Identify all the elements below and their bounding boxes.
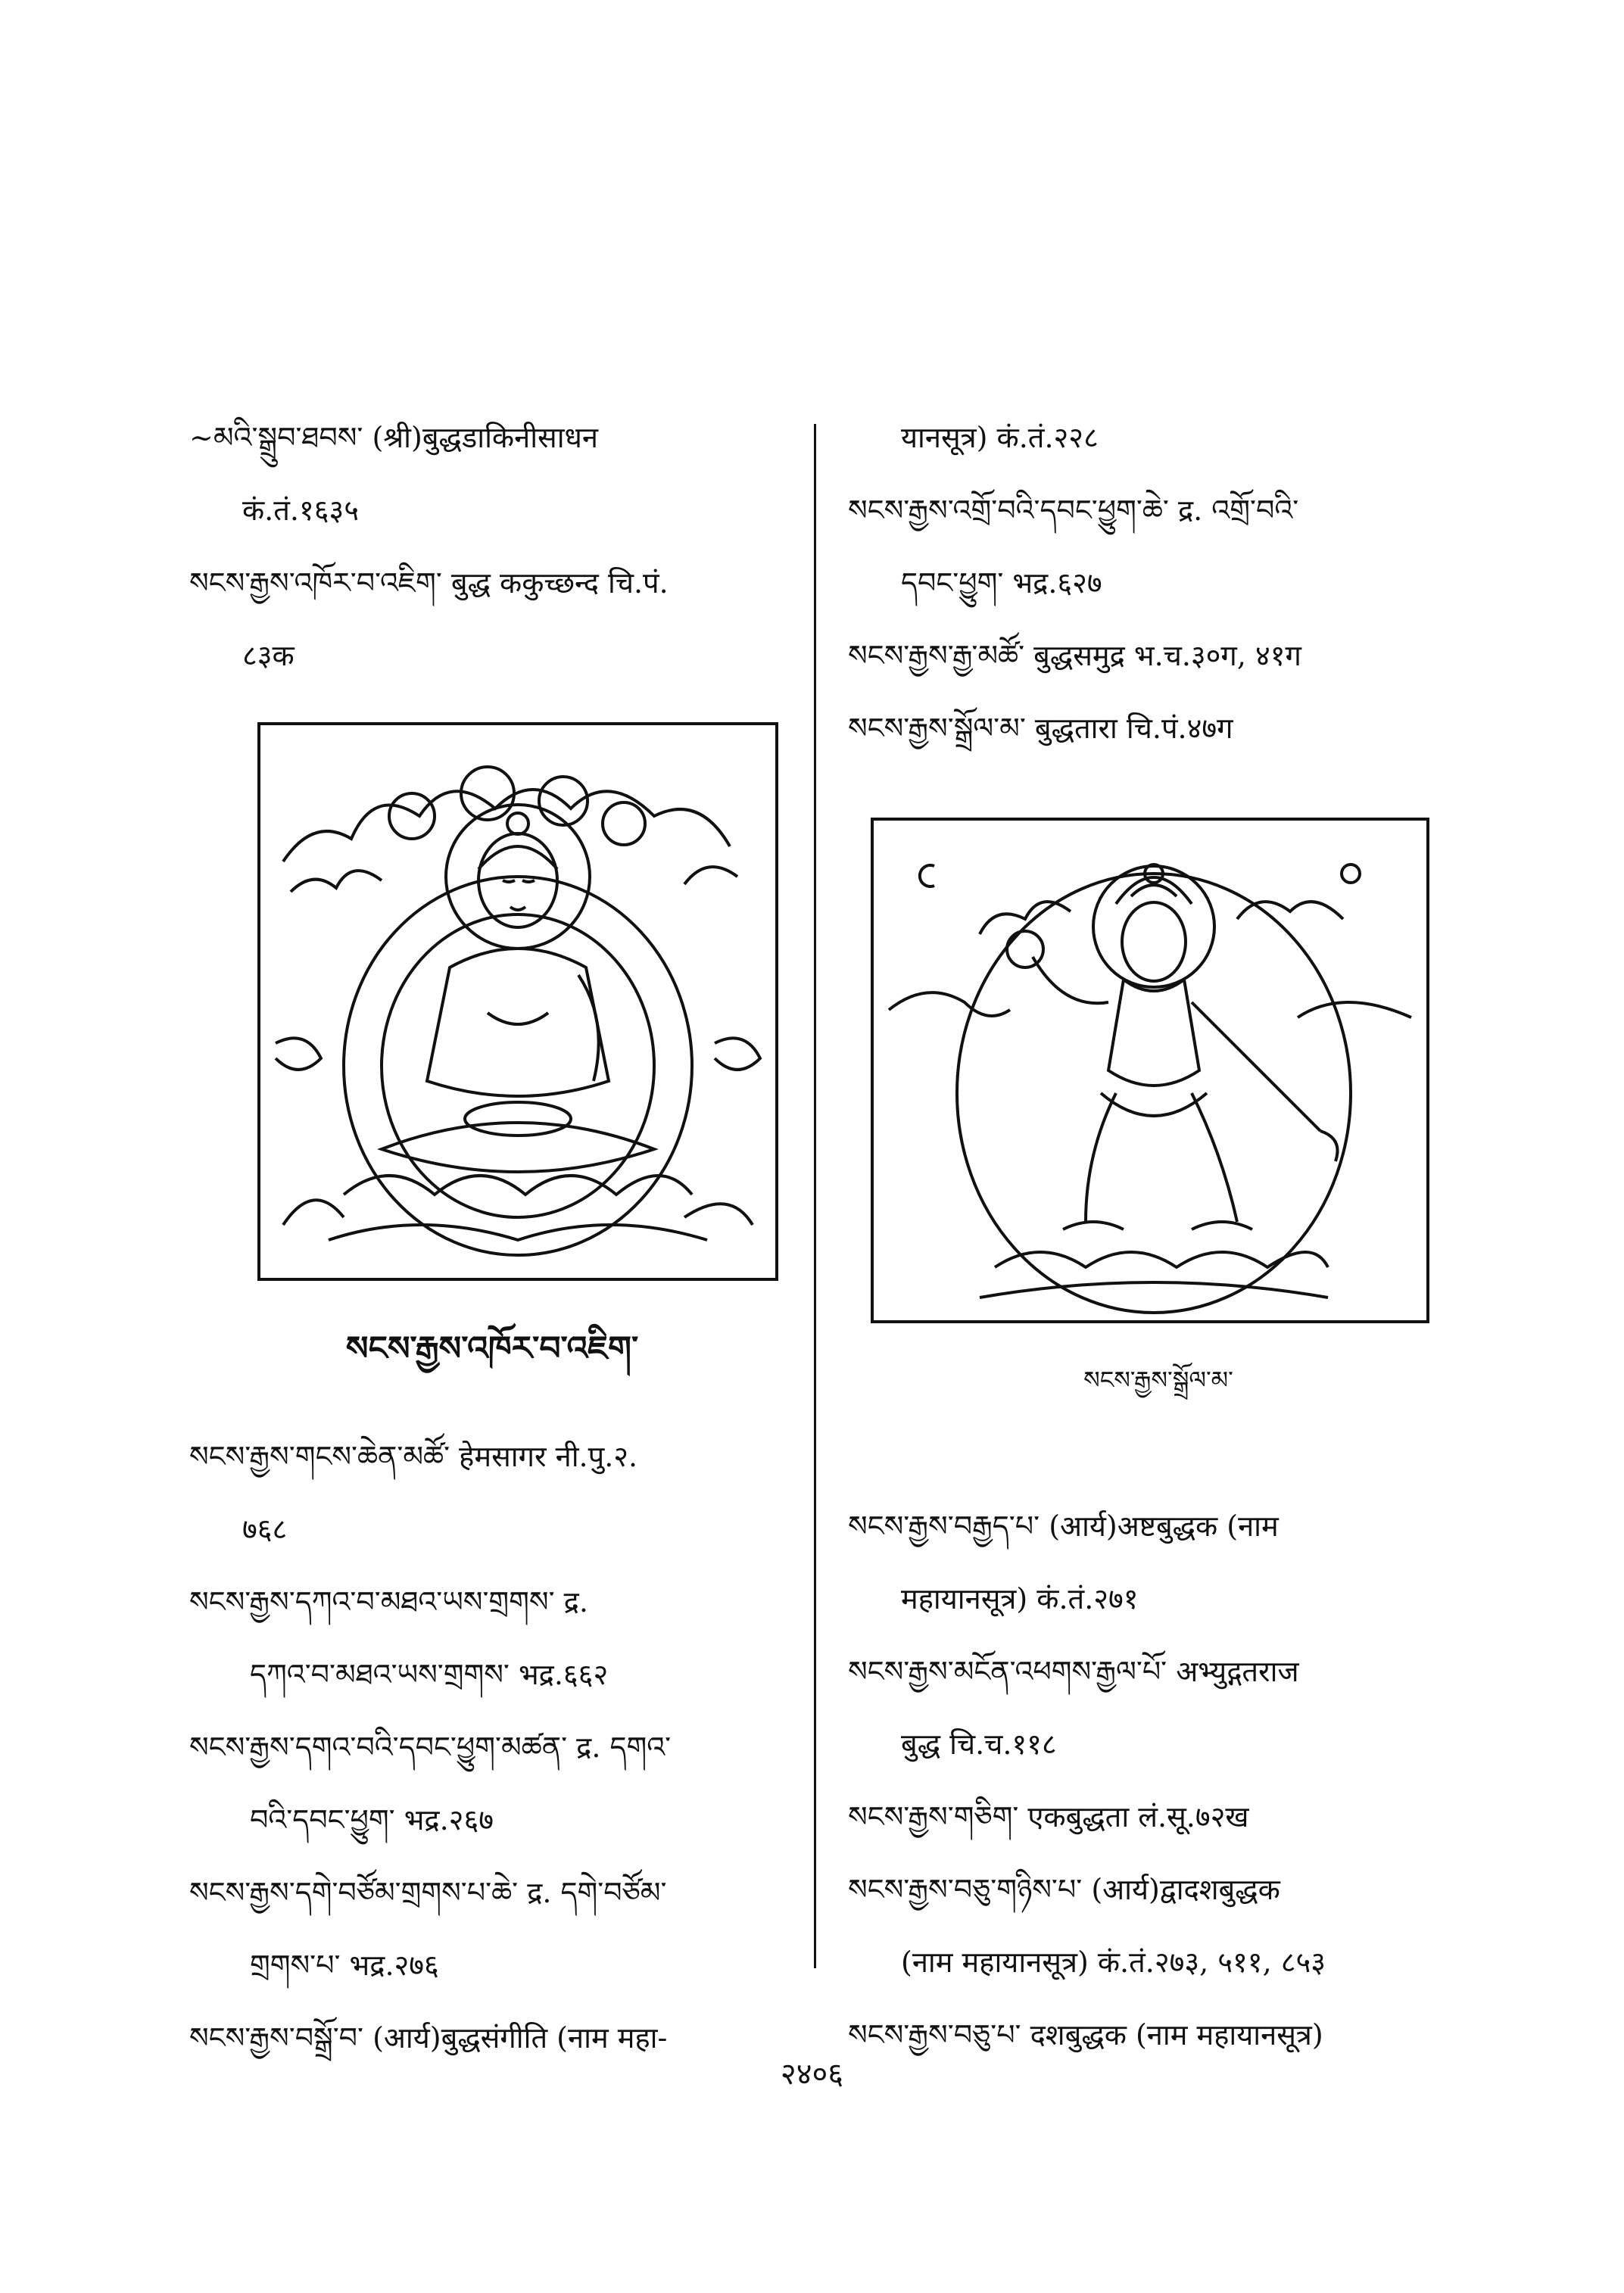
entry-line: སངས་རྒྱས་རྒྱ་མཚོ་ बुद्धसमुद्र भ.च.३०ग, ४१ग — [848, 639, 1301, 672]
entry-line: སངས་རྒྱས་བཅུ་གཉིས་པ་ (आर्य)द्वादशबुद्धक — [848, 1873, 1280, 1906]
entry-line: कं.तं.१६३५ — [242, 494, 360, 527]
entry-line: སངས་རྒྱས་འཁོར་བ་འཇིག་ बुद्ध ककुच्छन्द चि.पं. — [189, 566, 669, 600]
seated-buddha-illustration — [257, 722, 778, 1281]
entry-line: (नाम महायानसूत्र) कं.तं.२७३, ५११, ८५३ — [901, 1946, 1326, 1979]
entry-line: སངས་རྒྱས་སྒྲོལ་མ་ बुद्धतारा चि.पं.४७ग — [848, 712, 1233, 745]
entry-line: महायानसूत्र) कं.तं.२७१ — [901, 1582, 1139, 1615]
standing-tara-icon — [874, 821, 1426, 1320]
left-column — [189, 401, 795, 2074]
entry-line: སངས་རྒྱས་གཅིག་ एकबुद्धता लं.सू.७२ख — [848, 1800, 1249, 1833]
entry-line: སངས་རྒྱས་བཅུ་པ་ दशबुद्धक (नाम महायानसूत्र) — [848, 2018, 1323, 2052]
entry-line: སངས་རྒྱས་དགའ་བའི་དབང་ཕྱུག་མཚན་ द्र. དགའ་ — [189, 1731, 672, 1764]
illustration-caption: སངས་རྒྱས་འཁོར་བ་འཇིག་ — [345, 1329, 639, 1368]
entry-line: སངས་རྒྱས་འགྲོ་བའི་དབང་ཕྱུག་ཆེ་ द्र. འགྲོ་བའི་ — [848, 494, 1299, 527]
entry-line: बुद्ध चि.च.११८ — [901, 1728, 1057, 1761]
entry-line: སངས་རྒྱས་གངས་ཆེན་མཚོ་ हेमसागर नी.पु.२. — [189, 1440, 638, 1473]
entry-line: གྲགས་པ་ भद्र.२७६ — [250, 1949, 439, 1982]
entry-line: སངས་རྒྱས་བསྒྲོ་བ་ (आर्य)बुद्धसंगीति (नाम महा- — [189, 2021, 668, 2055]
entry-line: ७६८ — [242, 1513, 288, 1546]
entry-line: སངས་རྒྱས་དཀའ་བ་མཐའ་ཡས་གྲགས་ द्र. — [189, 1585, 588, 1618]
entry-line: यानसूत्र) कं.तं.२२८ — [901, 421, 1099, 454]
entry-line: ८३क — [242, 639, 295, 672]
entry-line: དཀའ་བ་མཐའ་ཡས་གྲགས་ भद्र.६६२ — [250, 1658, 609, 1691]
seated-buddha-icon — [260, 725, 775, 1278]
page-number: २४०६ — [780, 2057, 844, 2092]
right-column — [848, 401, 1469, 2071]
entry-line: སངས་རྒྱས་བརྒྱད་པ་ (आर्य)अष्टबुद्धक (नाम — [848, 1509, 1279, 1543]
entry-line: སངས་རྒྱས་དགེ་བཙོམ་གྲགས་པ་ཆེ་ द्र. དགེ་བཙོམ་ — [189, 1876, 667, 1909]
entry-line: སངས་རྒྱས་མངོན་འཕགས་རྒྱལ་པོ་ अभ्युद्गतराज — [848, 1655, 1299, 1688]
illustration-caption: སངས་རྒྱས་སྒྲོལ་མ་ — [1083, 1366, 1233, 1394]
entry-line: བའི་དབང་ཕྱུག་ भद्र.२६७ — [250, 1803, 494, 1837]
column-divider — [814, 424, 816, 1968]
entry-line: ~མའི་སྒྲུབ་ཐབས་ (श्री)बुद्धडाकिनीसाधन — [189, 421, 599, 454]
standing-tara-illustration — [871, 818, 1429, 1323]
entry-line: དབང་ཕྱུག་ भद्र.६२७ — [901, 566, 1102, 600]
